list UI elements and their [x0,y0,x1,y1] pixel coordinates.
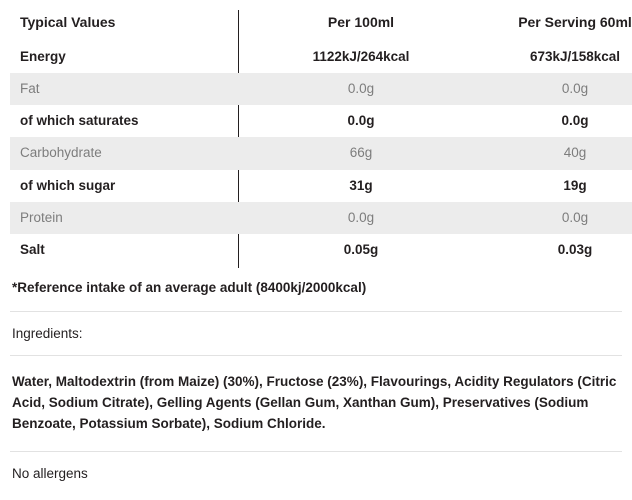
table-row [10,170,632,202]
table-row [10,41,632,73]
allergens-statement: No allergens [12,465,88,481]
table-row [10,234,632,266]
column-header-per-100ml: Per 100ml [327,14,395,30]
table-row [10,202,632,234]
ingredients-heading: Ingredients: [12,326,83,342]
row-value-energy-per100: 1122kJ/264kcal [312,48,410,64]
row-label-saturates: of which saturates [20,113,139,129]
row-value-carbohydrate-serving: 40g [468,137,632,169]
row-value-saturates-serving: 0.0g [561,113,589,129]
row-value-saturates-per100: 0.0g [347,113,375,129]
nutrition-table [10,6,632,266]
row-value-energy-serving: 673kJ/158kcal [529,48,621,64]
row-label-protein: Protein [10,202,254,234]
row-value-salt-per100: 0.05g [343,241,379,257]
row-value-fat-per100: 0.0g [254,73,468,105]
reference-intake-note: *Reference intake of an average adult (8400kj/2000kcal) [12,280,367,296]
row-label-carbohydrate: Carbohydrate [10,137,254,169]
row-label-fat: Fat [10,73,254,105]
row-value-protein-serving: 0.0g [468,202,632,234]
table-row [10,105,632,137]
row-value-salt-serving: 0.03g [557,241,593,257]
row-value-sugar-per100: 31g [349,177,373,193]
table-row [10,137,632,169]
nutrition-panel [0,6,632,500]
table-header-row [10,6,632,41]
row-label-sugar: of which sugar [20,177,116,193]
ingredients-list: Water, Maltodextrin (from Maize) (30%), Fructose (23%), Flavourings, Acidity Regulators (Citric Acid, Sodium Citrate), Gelling Agents (Gellan Gum, Xanthan Gum), Preservatives (Sodium Benzoate, Potassium Sorbate), Sodium Chloride. [12,374,617,431]
row-value-sugar-serving: 19g [563,177,587,193]
column-header-label: Typical Values [20,14,116,30]
column-header-per-serving: Per Serving 60ml [518,14,632,30]
row-label-salt: Salt [20,241,45,257]
column-header-typical-values [10,6,254,41]
row-value-carbohydrate-per100: 66g [254,137,468,169]
table-row [10,73,632,105]
row-value-fat-serving: 0.0g [468,73,632,105]
row-label-energy: Energy [20,48,66,64]
row-value-protein-per100: 0.0g [254,202,468,234]
nutrition-table-body [10,6,632,266]
